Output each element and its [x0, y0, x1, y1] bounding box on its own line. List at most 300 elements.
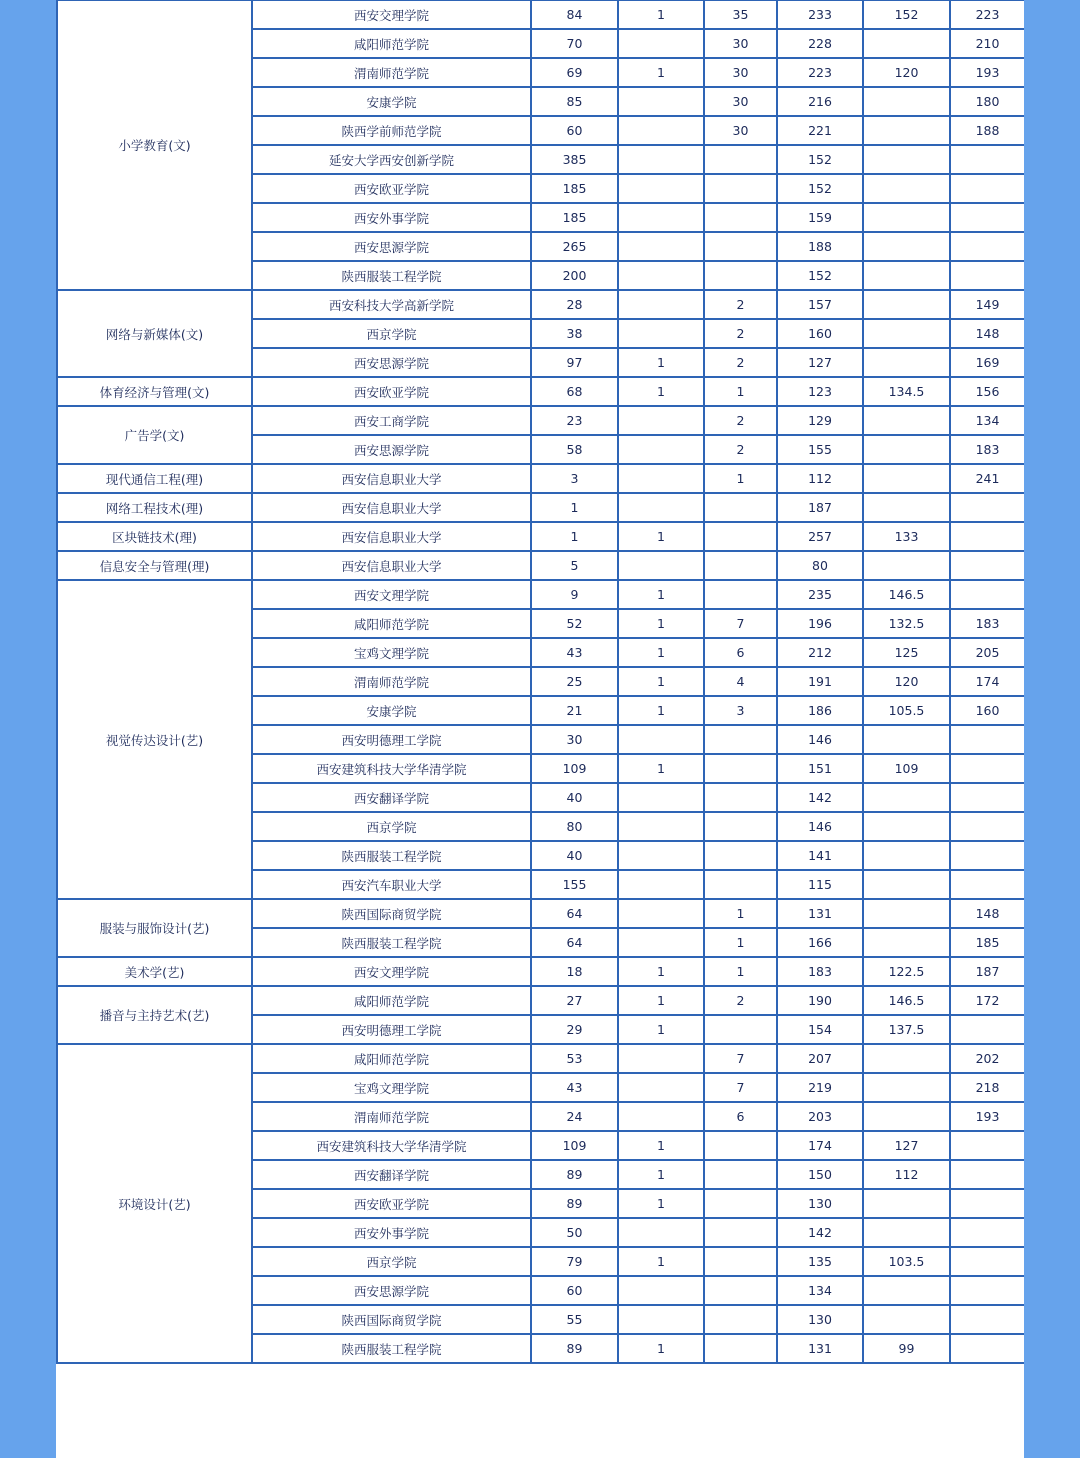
col6-cell: 112 — [863, 1160, 950, 1189]
col6-cell — [863, 725, 950, 754]
plan-count-cell: 50 — [531, 1218, 618, 1247]
score-cell: 221 — [777, 116, 863, 145]
col7-cell: 183 — [950, 609, 1024, 638]
col7-cell: 180 — [950, 87, 1024, 116]
col4-cell — [704, 1160, 777, 1189]
col6-cell: 120 — [863, 58, 950, 87]
col4-cell: 6 — [704, 1102, 777, 1131]
col3-cell — [618, 1044, 704, 1073]
plan-count-cell: 109 — [531, 754, 618, 783]
admission-table-panel — [56, 0, 1024, 1458]
score-cell: 157 — [777, 290, 863, 319]
col3-cell — [618, 841, 704, 870]
col3-cell: 1 — [618, 0, 704, 29]
school-cell: 西京学院 — [252, 812, 531, 841]
col3-cell: 1 — [618, 522, 704, 551]
col4-cell: 7 — [704, 1073, 777, 1102]
col6-cell — [863, 145, 950, 174]
col6-cell: 127 — [863, 1131, 950, 1160]
score-cell: 183 — [777, 957, 863, 986]
col6-cell — [863, 899, 950, 928]
col6-cell: 146.5 — [863, 580, 950, 609]
score-cell: 152 — [777, 261, 863, 290]
col4-cell: 3 — [704, 696, 777, 725]
school-cell: 西安思源学院 — [252, 1276, 531, 1305]
plan-count-cell: 40 — [531, 783, 618, 812]
col6-cell — [863, 174, 950, 203]
col6-cell — [863, 1189, 950, 1218]
school-cell: 西安明德理工学院 — [252, 725, 531, 754]
col4-cell: 1 — [704, 899, 777, 928]
col3-cell: 1 — [618, 377, 704, 406]
col6-cell — [863, 1102, 950, 1131]
col4-cell: 7 — [704, 609, 777, 638]
major-cell: 播音与主持艺术(艺) — [57, 986, 252, 1044]
score-cell: 212 — [777, 638, 863, 667]
school-cell: 渭南师范学院 — [252, 1102, 531, 1131]
school-cell: 西安翻译学院 — [252, 783, 531, 812]
col4-cell: 1 — [704, 957, 777, 986]
col6-cell — [863, 406, 950, 435]
col6-cell: 99 — [863, 1334, 950, 1363]
col4-cell — [704, 1276, 777, 1305]
school-cell: 陕西学前师范学院 — [252, 116, 531, 145]
col6-cell: 125 — [863, 638, 950, 667]
school-cell: 陕西服装工程学院 — [252, 928, 531, 957]
plan-count-cell: 21 — [531, 696, 618, 725]
table-row — [57, 957, 1024, 986]
col7-cell — [950, 1160, 1024, 1189]
col6-cell — [863, 870, 950, 899]
col4-cell: 30 — [704, 29, 777, 58]
col3-cell — [618, 870, 704, 899]
score-cell: 150 — [777, 1160, 863, 1189]
col4-cell — [704, 174, 777, 203]
col4-cell — [704, 1218, 777, 1247]
col7-cell: 187 — [950, 957, 1024, 986]
col4-cell — [704, 870, 777, 899]
score-cell: 219 — [777, 1073, 863, 1102]
score-cell: 146 — [777, 812, 863, 841]
score-cell: 115 — [777, 870, 863, 899]
col6-cell — [863, 1044, 950, 1073]
major-cell: 视觉传达设计(艺) — [57, 580, 252, 899]
plan-count-cell: 58 — [531, 435, 618, 464]
school-cell: 延安大学西安创新学院 — [252, 145, 531, 174]
plan-count-cell: 64 — [531, 928, 618, 957]
col7-cell: 241 — [950, 464, 1024, 493]
plan-count-cell: 89 — [531, 1334, 618, 1363]
col6-cell — [863, 1305, 950, 1334]
plan-count-cell: 185 — [531, 174, 618, 203]
col7-cell — [950, 1131, 1024, 1160]
school-cell: 陕西国际商贸学院 — [252, 1305, 531, 1334]
col7-cell — [950, 261, 1024, 290]
school-cell: 西安交理学院 — [252, 0, 531, 29]
col6-cell — [863, 1073, 950, 1102]
col4-cell — [704, 1247, 777, 1276]
plan-count-cell: 40 — [531, 841, 618, 870]
col6-cell — [863, 464, 950, 493]
col4-cell — [704, 1305, 777, 1334]
score-cell: 190 — [777, 986, 863, 1015]
col3-cell — [618, 1305, 704, 1334]
plan-count-cell: 43 — [531, 638, 618, 667]
col4-cell: 2 — [704, 406, 777, 435]
school-cell: 西安欧亚学院 — [252, 377, 531, 406]
major-cell: 体育经济与管理(文) — [57, 377, 252, 406]
table-row — [57, 406, 1024, 435]
table-row — [57, 580, 1024, 609]
col4-cell — [704, 1334, 777, 1363]
col6-cell — [863, 261, 950, 290]
score-cell: 186 — [777, 696, 863, 725]
col3-cell: 1 — [618, 667, 704, 696]
plan-count-cell: 18 — [531, 957, 618, 986]
score-cell: 159 — [777, 203, 863, 232]
col7-cell: 148 — [950, 899, 1024, 928]
score-cell: 154 — [777, 1015, 863, 1044]
plan-count-cell: 29 — [531, 1015, 618, 1044]
school-cell: 西安建筑科技大学华清学院 — [252, 1131, 531, 1160]
plan-count-cell: 200 — [531, 261, 618, 290]
col6-cell — [863, 841, 950, 870]
col7-cell: 202 — [950, 1044, 1024, 1073]
col3-cell: 1 — [618, 1131, 704, 1160]
col6-cell: 109 — [863, 754, 950, 783]
plan-count-cell: 89 — [531, 1189, 618, 1218]
major-cell: 现代通信工程(理) — [57, 464, 252, 493]
col3-cell: 1 — [618, 1160, 704, 1189]
school-cell: 西安汽车职业大学 — [252, 870, 531, 899]
score-cell: 187 — [777, 493, 863, 522]
score-cell: 228 — [777, 29, 863, 58]
col6-cell: 152 — [863, 0, 950, 29]
col4-cell — [704, 522, 777, 551]
col7-cell: 193 — [950, 1102, 1024, 1131]
col4-cell: 4 — [704, 667, 777, 696]
major-cell: 网络工程技术(理) — [57, 493, 252, 522]
col3-cell — [618, 464, 704, 493]
col3-cell — [618, 290, 704, 319]
col4-cell: 1 — [704, 464, 777, 493]
school-cell: 陕西服装工程学院 — [252, 841, 531, 870]
col7-cell — [950, 1218, 1024, 1247]
col3-cell — [618, 174, 704, 203]
col7-cell: 185 — [950, 928, 1024, 957]
table-row — [57, 377, 1024, 406]
score-cell: 135 — [777, 1247, 863, 1276]
score-cell: 235 — [777, 580, 863, 609]
col7-cell: 183 — [950, 435, 1024, 464]
col7-cell — [950, 493, 1024, 522]
col6-cell — [863, 1276, 950, 1305]
col7-cell: 218 — [950, 1073, 1024, 1102]
col4-cell: 30 — [704, 58, 777, 87]
major-cell: 广告学(文) — [57, 406, 252, 464]
plan-count-cell: 80 — [531, 812, 618, 841]
plan-count-cell: 89 — [531, 1160, 618, 1189]
major-cell: 美术学(艺) — [57, 957, 252, 986]
col6-cell: 134.5 — [863, 377, 950, 406]
col3-cell — [618, 29, 704, 58]
school-cell: 西京学院 — [252, 1247, 531, 1276]
col4-cell: 7 — [704, 1044, 777, 1073]
col7-cell: 172 — [950, 986, 1024, 1015]
plan-count-cell: 43 — [531, 1073, 618, 1102]
col7-cell: 156 — [950, 377, 1024, 406]
col3-cell — [618, 1102, 704, 1131]
school-cell: 西安欧亚学院 — [252, 1189, 531, 1218]
col7-cell — [950, 1334, 1024, 1363]
col7-cell: 210 — [950, 29, 1024, 58]
score-cell: 142 — [777, 783, 863, 812]
table-row — [57, 1044, 1024, 1073]
col4-cell — [704, 232, 777, 261]
school-cell: 西安建筑科技大学华清学院 — [252, 754, 531, 783]
col6-cell — [863, 928, 950, 957]
plan-count-cell: 25 — [531, 667, 618, 696]
col3-cell — [618, 319, 704, 348]
school-cell: 咸阳师范学院 — [252, 986, 531, 1015]
col6-cell: 132.5 — [863, 609, 950, 638]
school-cell: 西安文理学院 — [252, 957, 531, 986]
plan-count-cell: 9 — [531, 580, 618, 609]
plan-count-cell: 23 — [531, 406, 618, 435]
major-cell: 环境设计(艺) — [57, 1044, 252, 1363]
col4-cell: 2 — [704, 986, 777, 1015]
col7-cell — [950, 841, 1024, 870]
col7-cell: 160 — [950, 696, 1024, 725]
school-cell: 陕西国际商贸学院 — [252, 899, 531, 928]
col7-cell: 193 — [950, 58, 1024, 87]
plan-count-cell: 109 — [531, 1131, 618, 1160]
col7-cell — [950, 1189, 1024, 1218]
score-cell: 166 — [777, 928, 863, 957]
col7-cell — [950, 725, 1024, 754]
col7-cell: 188 — [950, 116, 1024, 145]
col7-cell — [950, 783, 1024, 812]
score-cell: 134 — [777, 1276, 863, 1305]
col3-cell — [618, 1218, 704, 1247]
table-row — [57, 986, 1024, 1015]
col7-cell: 205 — [950, 638, 1024, 667]
col6-cell: 137.5 — [863, 1015, 950, 1044]
score-cell: 152 — [777, 145, 863, 174]
col7-cell — [950, 551, 1024, 580]
col3-cell: 1 — [618, 1247, 704, 1276]
plan-count-cell: 5 — [531, 551, 618, 580]
col4-cell: 2 — [704, 435, 777, 464]
score-cell: 130 — [777, 1189, 863, 1218]
col6-cell — [863, 493, 950, 522]
col4-cell — [704, 145, 777, 174]
col7-cell — [950, 812, 1024, 841]
major-cell: 区块链技术(理) — [57, 522, 252, 551]
col6-cell: 133 — [863, 522, 950, 551]
table-row — [57, 493, 1024, 522]
school-cell: 宝鸡文理学院 — [252, 638, 531, 667]
school-cell: 西安欧亚学院 — [252, 174, 531, 203]
col7-cell: 169 — [950, 348, 1024, 377]
table-row — [57, 522, 1024, 551]
col6-cell — [863, 551, 950, 580]
col3-cell — [618, 1276, 704, 1305]
col6-cell — [863, 348, 950, 377]
plan-count-cell: 97 — [531, 348, 618, 377]
school-cell: 渭南师范学院 — [252, 667, 531, 696]
score-cell: 129 — [777, 406, 863, 435]
col3-cell: 1 — [618, 754, 704, 783]
col7-cell: 174 — [950, 667, 1024, 696]
col6-cell — [863, 435, 950, 464]
score-cell: 80 — [777, 551, 863, 580]
plan-count-cell: 185 — [531, 203, 618, 232]
col6-cell — [863, 232, 950, 261]
score-cell: 160 — [777, 319, 863, 348]
col4-cell: 30 — [704, 87, 777, 116]
plan-count-cell: 38 — [531, 319, 618, 348]
score-cell: 155 — [777, 435, 863, 464]
col6-cell: 146.5 — [863, 986, 950, 1015]
col4-cell: 6 — [704, 638, 777, 667]
col7-cell — [950, 580, 1024, 609]
score-cell: 203 — [777, 1102, 863, 1131]
col4-cell: 2 — [704, 348, 777, 377]
col3-cell: 1 — [618, 1015, 704, 1044]
col7-cell — [950, 1276, 1024, 1305]
col3-cell — [618, 145, 704, 174]
score-cell: 151 — [777, 754, 863, 783]
col3-cell — [618, 551, 704, 580]
school-cell: 西安工商学院 — [252, 406, 531, 435]
col7-cell: 149 — [950, 290, 1024, 319]
plan-count-cell: 60 — [531, 1276, 618, 1305]
score-cell: 146 — [777, 725, 863, 754]
col6-cell: 103.5 — [863, 1247, 950, 1276]
col3-cell: 1 — [618, 1334, 704, 1363]
plan-count-cell: 53 — [531, 1044, 618, 1073]
col4-cell: 2 — [704, 319, 777, 348]
plan-count-cell: 60 — [531, 116, 618, 145]
col7-cell — [950, 145, 1024, 174]
col3-cell — [618, 783, 704, 812]
school-cell: 西安外事学院 — [252, 1218, 531, 1247]
plan-count-cell: 68 — [531, 377, 618, 406]
school-cell: 西安科技大学高新学院 — [252, 290, 531, 319]
admission-score-table — [56, 0, 1024, 1364]
plan-count-cell: 1 — [531, 493, 618, 522]
school-cell: 西安思源学院 — [252, 348, 531, 377]
school-cell: 咸阳师范学院 — [252, 29, 531, 58]
col3-cell: 1 — [618, 638, 704, 667]
school-cell: 西安文理学院 — [252, 580, 531, 609]
col6-cell: 122.5 — [863, 957, 950, 986]
col4-cell — [704, 551, 777, 580]
col3-cell: 1 — [618, 986, 704, 1015]
plan-count-cell: 69 — [531, 58, 618, 87]
score-cell: 223 — [777, 58, 863, 87]
col3-cell: 1 — [618, 1189, 704, 1218]
major-cell: 服装与服饰设计(艺) — [57, 899, 252, 957]
school-cell: 西安信息职业大学 — [252, 493, 531, 522]
col7-cell — [950, 1247, 1024, 1276]
col7-cell — [950, 232, 1024, 261]
col4-cell — [704, 1189, 777, 1218]
school-cell: 西京学院 — [252, 319, 531, 348]
school-cell: 西安翻译学院 — [252, 1160, 531, 1189]
col7-cell — [950, 870, 1024, 899]
plan-count-cell: 28 — [531, 290, 618, 319]
col4-cell — [704, 812, 777, 841]
col4-cell — [704, 1015, 777, 1044]
col3-cell — [618, 116, 704, 145]
plan-count-cell: 1 — [531, 522, 618, 551]
score-cell: 257 — [777, 522, 863, 551]
col4-cell — [704, 754, 777, 783]
table-row — [57, 899, 1024, 928]
plan-count-cell: 155 — [531, 870, 618, 899]
col4-cell — [704, 261, 777, 290]
school-cell: 西安信息职业大学 — [252, 551, 531, 580]
col3-cell — [618, 435, 704, 464]
school-cell: 安康学院 — [252, 87, 531, 116]
score-cell: 112 — [777, 464, 863, 493]
score-cell: 130 — [777, 1305, 863, 1334]
plan-count-cell: 24 — [531, 1102, 618, 1131]
col7-cell — [950, 1015, 1024, 1044]
col3-cell — [618, 899, 704, 928]
plan-count-cell: 3 — [531, 464, 618, 493]
table-row — [57, 551, 1024, 580]
score-cell: 174 — [777, 1131, 863, 1160]
school-cell: 咸阳师范学院 — [252, 609, 531, 638]
plan-count-cell: 79 — [531, 1247, 618, 1276]
col4-cell — [704, 783, 777, 812]
col6-cell: 120 — [863, 667, 950, 696]
col7-cell — [950, 203, 1024, 232]
col3-cell: 1 — [618, 696, 704, 725]
school-cell: 宝鸡文理学院 — [252, 1073, 531, 1102]
plan-count-cell: 52 — [531, 609, 618, 638]
score-cell: 207 — [777, 1044, 863, 1073]
plan-count-cell: 85 — [531, 87, 618, 116]
col6-cell — [863, 1218, 950, 1247]
score-cell: 123 — [777, 377, 863, 406]
school-cell: 渭南师范学院 — [252, 58, 531, 87]
col3-cell: 1 — [618, 580, 704, 609]
school-cell: 西安明德理工学院 — [252, 1015, 531, 1044]
school-cell: 西安外事学院 — [252, 203, 531, 232]
col6-cell — [863, 812, 950, 841]
col6-cell — [863, 290, 950, 319]
col4-cell — [704, 725, 777, 754]
plan-count-cell: 265 — [531, 232, 618, 261]
col7-cell — [950, 1305, 1024, 1334]
school-cell: 安康学院 — [252, 696, 531, 725]
score-cell: 188 — [777, 232, 863, 261]
plan-count-cell: 27 — [531, 986, 618, 1015]
col7-cell — [950, 522, 1024, 551]
plan-count-cell: 84 — [531, 0, 618, 29]
col3-cell — [618, 928, 704, 957]
score-cell: 196 — [777, 609, 863, 638]
col6-cell — [863, 87, 950, 116]
col3-cell — [618, 203, 704, 232]
score-cell: 233 — [777, 0, 863, 29]
school-cell: 西安思源学院 — [252, 435, 531, 464]
plan-count-cell: 30 — [531, 725, 618, 754]
